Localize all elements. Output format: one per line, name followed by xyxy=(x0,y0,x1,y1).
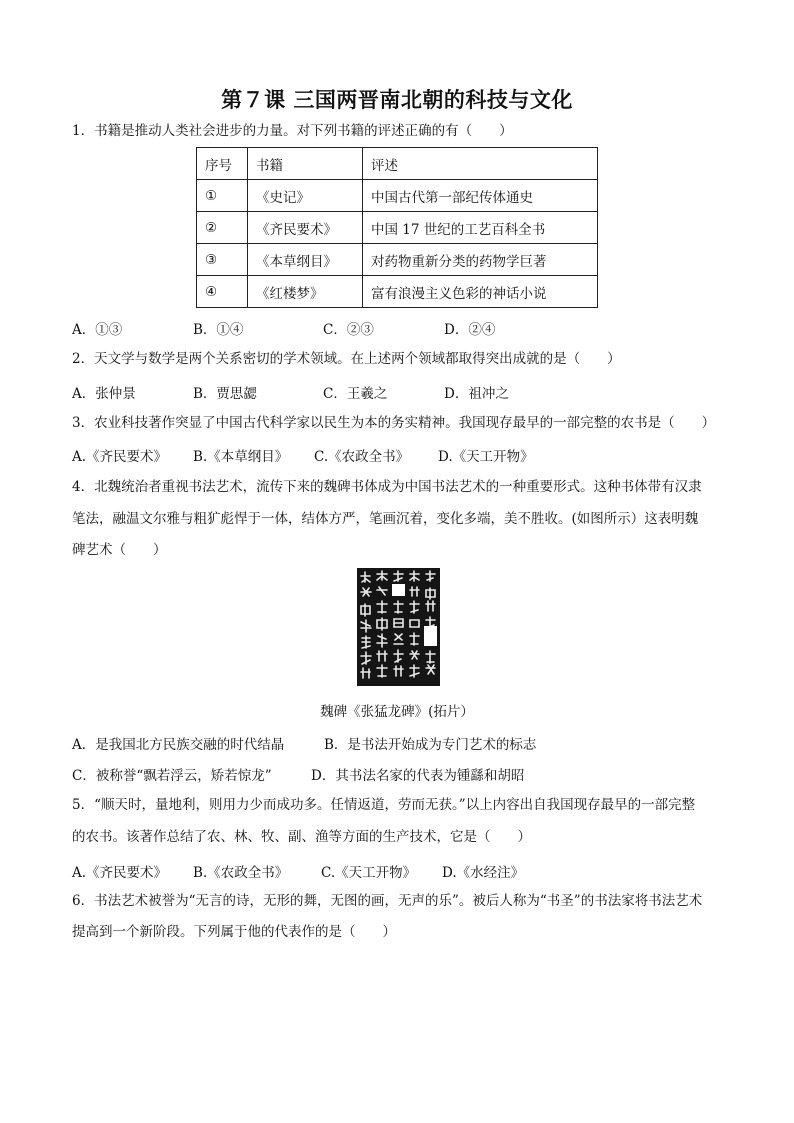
q3-options xyxy=(72,445,534,465)
q4-option-c[interactable]: C．被称誉“飘若浮云，矫若惊龙” xyxy=(72,768,272,784)
q3-stem: 3．农业科技著作突显了中国古代科学家以民生为本的务实精神。我国现存最早的一部完整的农书是（ ） xyxy=(72,415,716,431)
q2-options xyxy=(72,382,509,402)
q1-option-a[interactable]: A．①③ xyxy=(72,322,123,338)
q1-table xyxy=(196,147,598,308)
table-row xyxy=(197,276,598,308)
header-index: 序号 xyxy=(197,148,248,180)
q4-options-row2 xyxy=(72,764,524,784)
q5-option-c[interactable]: C.《天工开物》 xyxy=(321,865,417,881)
q5-stem-line1: 5．“顺天时，量地利，则用力少而成功多。任情返道，劳而无获。”以上内容出自我国现存最早的一部完整 xyxy=(72,797,696,813)
q4-option-d[interactable]: D．其书法名家的代表为锺繇和胡昭 xyxy=(311,768,525,784)
q2-stem: 2．天文学与数学是两个关系密切的学术领域。在上述两个领域都取得突出成就的是（ ） xyxy=(72,351,621,367)
q5-option-b[interactable]: B.《农政全书》 xyxy=(193,865,289,881)
cell-book: 《本草纲目》 xyxy=(248,244,363,276)
cell-book: 《史记》 xyxy=(248,180,363,212)
cell-book: 《红楼梦》 xyxy=(248,276,363,308)
q4-option-b[interactable]: B．是书法开始成为专门艺术的标志 xyxy=(324,737,537,753)
q5-option-a[interactable]: A.《齐民要术》 xyxy=(72,865,168,881)
q6-stem-line1: 6．书法艺术被誉为“无言的诗，无形的舞，无图的画，无声的乐”。被后人称为“书圣”的书法家将书法艺术 xyxy=(72,893,703,909)
cell-comment: 中国 17 世纪的工艺百科全书 xyxy=(363,212,598,244)
q5-options xyxy=(72,861,524,881)
q1-option-d[interactable]: D．②④ xyxy=(444,322,496,338)
cell-index: ② xyxy=(197,212,248,244)
q5-stem-line2: 的农书。该著作总结了农、林、牧、副、渔等方面的生产技术，它是（ ） xyxy=(72,829,531,845)
header-book: 书籍 xyxy=(248,148,363,180)
table-row xyxy=(197,180,598,212)
q3-option-d[interactable]: D.《天工开物》 xyxy=(438,449,534,465)
q3-option-c[interactable]: C.《农政全书》 xyxy=(314,449,410,465)
stele-caption: 魏碑《张猛龙碑》(拓片） xyxy=(320,704,474,720)
cell-index: ③ xyxy=(197,244,248,276)
cell-book: 《齐民要术》 xyxy=(248,212,363,244)
table-header-row xyxy=(197,148,598,180)
q4-stem-line2: 笔法，融温文尔雅与粗犷彪悍于一体，结体方严，笔画沉着，变化多端，美不胜收。(如图所示）这表明魏 xyxy=(72,511,699,527)
q1-options xyxy=(72,318,495,338)
cell-index: ① xyxy=(197,180,248,212)
cell-index: ④ xyxy=(197,276,248,308)
cell-comment: 富有浪漫主义色彩的神话小说 xyxy=(363,276,598,308)
q2-option-d[interactable]: D．祖冲之 xyxy=(444,386,509,402)
q3-option-a[interactable]: A.《齐民要术》 xyxy=(72,449,168,465)
header-comment: 评述 xyxy=(363,148,598,180)
q4-option-a[interactable]: A．是我国北方民族交融的时代结晶 xyxy=(72,737,285,753)
q4-stem-line1: 4．北魏统治者重视书法艺术，流传下来的魏碑书体成为中国书法艺术的一种重要形式。这种书体带有汉隶 xyxy=(72,479,702,495)
q3-option-b[interactable]: B.《本草纲目》 xyxy=(193,449,289,465)
table-row xyxy=(197,244,598,276)
cell-comment: 对药物重新分类的药物学巨著 xyxy=(363,244,598,276)
q1-option-b[interactable]: B．①④ xyxy=(193,322,244,338)
q2-option-b[interactable]: B．贾思勰 xyxy=(193,386,257,402)
q4-stem-line3: 碑艺术（ ） xyxy=(72,542,167,558)
q1-option-c[interactable]: C．②③ xyxy=(323,322,374,338)
q4-options-row1 xyxy=(72,733,536,753)
q2-option-c[interactable]: C．王羲之 xyxy=(323,386,388,402)
cell-comment: 中国古代第一部纪传体通史 xyxy=(363,180,598,212)
q1-stem: 1．书籍是推动人类社会进步的力量。对下列书籍的评述正确的有（ ） xyxy=(72,123,513,139)
q5-option-d[interactable]: D.《水经注》 xyxy=(442,865,525,881)
table-row xyxy=(197,212,598,244)
q2-option-a[interactable]: A．张仲景 xyxy=(72,386,136,402)
lesson-title: 第７课 三国两晋南北朝的科技与文化 xyxy=(221,88,573,112)
stele-rubbing-image xyxy=(357,568,440,686)
q6-stem-line2: 提高到一个新阶段。下列属于他的代表作的是（ ） xyxy=(72,924,396,940)
stele-rubbing-strokes xyxy=(357,568,440,686)
